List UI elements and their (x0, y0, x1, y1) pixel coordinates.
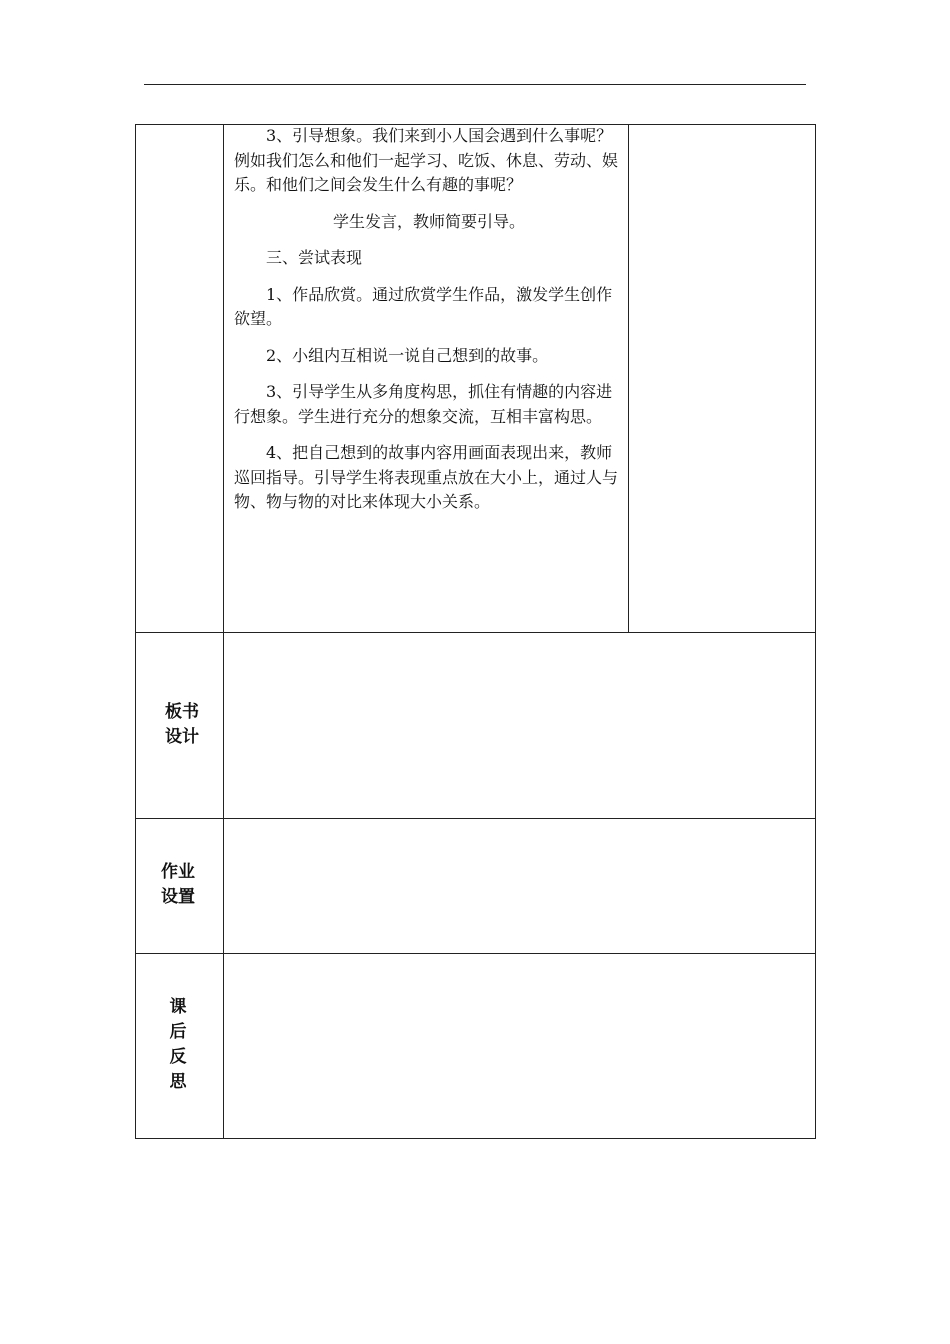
paragraph: 3、引导想象。我们来到小人国会遇到什么事呢？例如我们怎么和他们一起学习、吃饭、休息、劳动、娱乐。和他们之间会发生什么有趣的事呢？ (234, 126, 619, 194)
paragraph: 2、小组内互相说一说自己想到的故事。 (266, 345, 549, 365)
paragraph: 4、把自己想到的故事内容用画面表现出来，教师巡回指导。引导学生将表现重点放在大小上，通过人与物、物与物的对比来体现大小关系。 (234, 443, 619, 511)
column-divider (223, 124, 224, 1139)
header-rule (144, 84, 806, 85)
homework-label: 作业 设置 (161, 862, 195, 907)
paragraph: 三、尝试表现 (266, 248, 363, 267)
row-divider (135, 953, 816, 954)
row-divider (135, 632, 816, 633)
row-divider (135, 818, 816, 819)
paragraph: 学生发言，教师简要引导。 (332, 211, 525, 231)
column-divider (628, 124, 629, 633)
board-design-label: 板书 设计 (165, 702, 199, 747)
table-border-right (815, 124, 816, 1139)
paragraph: 1、作品欣赏。通过欣赏学生作品，激发学生创作欲望。 (234, 284, 613, 328)
table-border-left (135, 124, 136, 1139)
paragraph: 3、引导学生从多角度构思，抓住有情趣的内容进行想象。学生进行充分的想象交流，互相丰富构思。 (234, 382, 613, 426)
lesson-body-cell (234, 124, 624, 515)
reflection-label: 课 后 反 思 (169, 997, 187, 1092)
table-border-bottom (135, 1138, 816, 1139)
